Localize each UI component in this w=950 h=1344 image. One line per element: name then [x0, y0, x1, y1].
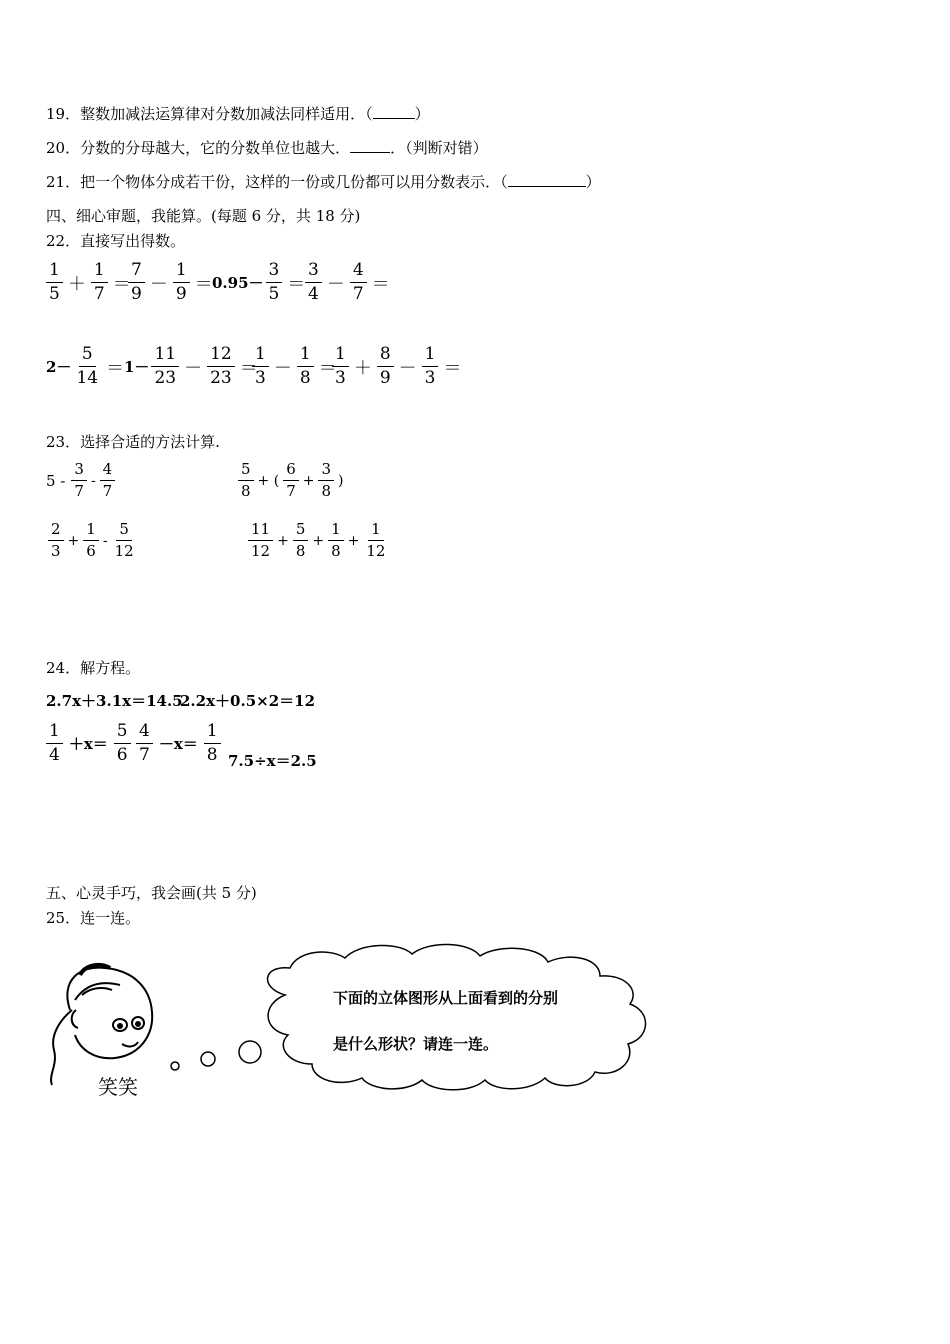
question-19: 19．整数加减法运算律对分数加减法同样适用．（ ） [46, 105, 430, 123]
thought-bubble-illustration [40, 940, 700, 1110]
q22-row2-expr3: $\frac{1}{3}$ － $\frac{1}{8}$ ＝ [250, 346, 340, 387]
q23-expr2: $\frac{5}{8}$ + ( $\frac{6}{7}$ + $\frac{3}{8}$ ) [236, 462, 346, 499]
section-4-title: 四、细心审题，我能算。(每题 6 分，共 18 分) [46, 207, 361, 225]
q22-row1-expr1: $\frac{1}{5}$ ＋ $\frac{1}{7}$ ＝ [44, 262, 134, 303]
bubble-dot-large [239, 1041, 261, 1063]
question-20: 20．分数的分母越大，它的分数单位也越大． ．（判断对错） [46, 139, 488, 157]
q22-row2-expr2: 1－ $\frac{11}{23}$ － $\frac{12}{23}$ ＝ [124, 344, 258, 388]
q22-row1-expr4: $\frac{3}{4}$ － $\frac{4}{7}$ ＝ [303, 262, 393, 303]
q24-equation-1: 2.7x＋3.1x＝14.5 [46, 692, 183, 710]
q22-row1-expr2: $\frac{7}{9}$ － $\frac{1}{9}$ ＝ [126, 262, 216, 303]
q22-row2-expr4: $\frac{1}{3}$ ＋ $\frac{8}{9}$ － $\frac{1}{3}$ ＝ [330, 346, 464, 387]
answer-blank-19[interactable] [373, 104, 415, 119]
question-21-text: 21．把一个物体分成若干份，这样的一份或几份都可以用分数表示．（ [46, 173, 508, 191]
q23-expr4: $\frac{11}{12}$ + $\frac{5}{8}$ + $\frac{1}{8}$ + $\frac{1}{12}$ [246, 522, 390, 559]
question-21: 21．把一个物体分成若干份，这样的一份或几份都可以用分数表示．（ ） [46, 173, 601, 191]
girl-character-icon [51, 965, 152, 1085]
bubble-text-line2: 是什么形状？请连一连。 [333, 1035, 499, 1053]
q22-row1-expr3: 0.95－ $\frac{3}{5}$ ＝ [212, 260, 306, 304]
character-label: 笑笑 [98, 1075, 138, 1099]
question-19-text: 19．整数加减法运算律对分数加减法同样适用．（ [46, 105, 373, 123]
question-22-title: 22．直接写出得数。 [46, 232, 186, 250]
answer-blank-21[interactable] [508, 172, 586, 187]
q24-equation-5: 7.5÷x＝2.5 [228, 752, 317, 770]
question-20-text: 20．分数的分母越大，它的分数单位也越大． [46, 139, 351, 157]
question-25-title: 25．连一连。 [46, 909, 141, 927]
question-23-title: 23．选择合适的方法计算. [46, 433, 220, 451]
thought-cloud [268, 944, 646, 1089]
q23-expr3: $\frac{2}{3}$ + $\frac{1}{6}$ - $\frac{5}{12}$ [46, 522, 139, 559]
q23-expr1: 5 - $\frac{3}{7}$ - $\frac{4}{7}$ [46, 462, 117, 499]
question-24-title: 24．解方程。 [46, 659, 141, 677]
bubble-dot-medium [201, 1052, 215, 1066]
q22-row2-expr1: 2－ $\frac{5}{14}$ ＝ [46, 344, 125, 388]
bubble-dot-small [171, 1062, 179, 1070]
q24-equation-3: $\frac{1}{4}$ ＋x＝ $\frac{5}{6}$ [44, 723, 133, 764]
q24-equation-2: 2.2x＋0.5×2＝12 [180, 692, 316, 710]
bubble-text-line1: 下面的立体图形从上面看到的分别 [333, 989, 559, 1007]
q24-equation-4: $\frac{4}{7}$ －x＝ $\frac{1}{8}$ [134, 723, 223, 764]
answer-blank-20[interactable] [350, 138, 390, 153]
section-5-title: 五、心灵手巧，我会画(共 5 分) [46, 884, 257, 902]
